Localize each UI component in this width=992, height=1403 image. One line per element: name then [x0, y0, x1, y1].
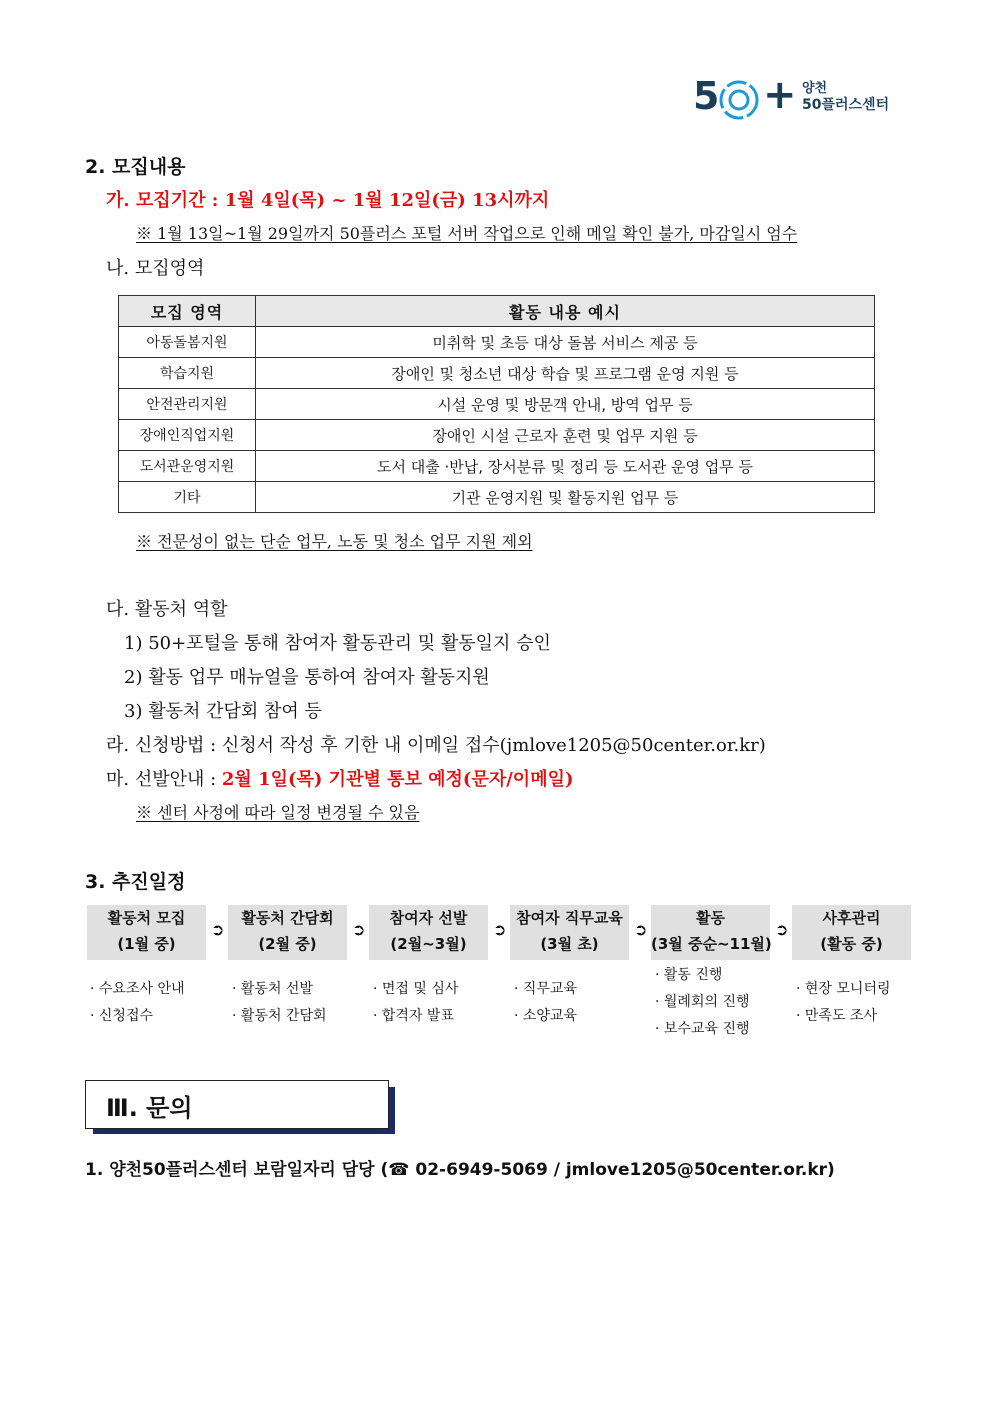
logo-text-line1: 양천 [802, 81, 828, 96]
list-item: · 보수교육 진행 [655, 1021, 750, 1037]
host-role-item: 2) 활동 업무 매뉴얼을 통하여 참여자 활동지원 [124, 667, 490, 688]
list-item: · 수요조사 안내 [90, 981, 185, 997]
list-item: · 신청접수 [90, 1008, 153, 1024]
table-row [119, 482, 875, 513]
list-item: · 활동 진행 [655, 967, 723, 983]
list-item: · 만족도 조사 [796, 1008, 877, 1024]
step-period: (1월 중) [117, 935, 176, 953]
section3-title: 3. 추진일정 [85, 871, 186, 893]
step-period: (3월 중순~11월) [651, 935, 772, 953]
step-title: 활동 [696, 909, 725, 927]
step-detail-list [90, 976, 185, 1030]
logo-text-line2: 50플러스센터 [802, 97, 890, 113]
step-detail-list [514, 976, 577, 1030]
list-item: · 직무교육 [514, 981, 577, 997]
schedule-step-box [228, 905, 347, 960]
host-role-heading: 다. 활동처 역할 [106, 599, 228, 620]
recruit-period-note: ※ 1월 13일~1월 29일까지 50플러스 포털 서버 작업으로 인해 메일 확인 불가, 마감일시 엄수 [136, 224, 798, 243]
step-detail-list [373, 976, 458, 1030]
center-logo [693, 74, 893, 124]
table-cell-activity: 도서 대출 ·반납, 장서분류 및 정리 등 도서관 운영 업무 등 [256, 451, 875, 482]
contact-label: 1. 양천50플러스센터 보람일자리 담당 ( [85, 1160, 389, 1180]
table-cell-area: 학습지원 [119, 358, 256, 389]
contact-line [85, 1155, 835, 1180]
list-item: · 면접 및 심사 [373, 981, 459, 997]
section-title-box [85, 1080, 389, 1129]
selection-notice-label: 마. 선발안내 : [106, 769, 222, 790]
host-role-item: 1) 50+포털을 통해 참여자 활동관리 및 활동일지 승인 [124, 633, 551, 654]
schedule-step-box [87, 905, 206, 960]
schedule-step-box [792, 905, 911, 960]
step-title: 활동처 간담회 [241, 909, 334, 927]
step-detail-list [232, 976, 327, 1030]
schedule-step-box [510, 905, 629, 960]
table-row [119, 451, 875, 482]
table-cell-activity: 시설 운영 및 방문객 안내, 방역 업무 등 [256, 389, 875, 420]
selection-notice [106, 765, 573, 791]
table-header-area: 모집 영역 [119, 296, 256, 327]
arrow-right-icon: ➲ [493, 920, 507, 939]
step-detail-list [796, 976, 891, 1030]
list-item: · 현장 모니터링 [796, 981, 891, 997]
schedule-step-box [369, 905, 488, 960]
table-header-activity: 활동 내용 예시 [256, 296, 875, 327]
apply-method: 라. 신청방법 : 신청서 작성 후 기한 내 이메일 접수(jmlove1205@50center.or.kr) [106, 735, 766, 756]
table-row [119, 389, 875, 420]
contact-info: 02-6949-5069 / jmlove1205@50center.or.kr) [409, 1160, 835, 1180]
step-period: (2월 중) [258, 935, 317, 953]
logo-number: 5 [693, 74, 720, 118]
phone-icon: ☎ [388, 1160, 410, 1180]
list-item: · 활동처 선발 [232, 981, 313, 997]
host-role-item: 3) 활동처 간담회 참여 등 [124, 701, 322, 722]
logo-ring-icon [717, 78, 761, 122]
list-item: · 활동처 간담회 [232, 1008, 327, 1024]
step-period: (활동 중) [820, 935, 883, 953]
list-item: · 합격자 발표 [373, 1008, 454, 1024]
section-iii-title: Ⅲ. 문의 [106, 1094, 193, 1122]
step-detail-list [655, 962, 750, 1043]
recruit-area-table [118, 295, 875, 513]
step-period: (3월 초) [540, 935, 599, 953]
table-row [119, 327, 875, 358]
table-row [119, 358, 875, 389]
table-cell-activity: 기관 운영지원 및 활동지원 업무 등 [256, 482, 875, 513]
table-cell-activity: 장애인 시설 근로자 훈련 및 업무 지원 등 [256, 420, 875, 451]
logo-plus: + [763, 72, 797, 118]
list-item: · 소양교육 [514, 1008, 577, 1024]
step-title: 활동처 모집 [107, 909, 186, 927]
arrow-right-icon: ➲ [211, 920, 225, 939]
table-header-row [119, 296, 875, 327]
table-cell-activity: 장애인 및 청소년 대상 학습 및 프로그램 운영 지원 등 [256, 358, 875, 389]
arrow-right-icon: ➲ [352, 920, 366, 939]
schedule-step-box [651, 905, 770, 960]
arrow-right-icon: ➲ [634, 920, 648, 939]
list-item: · 월례회의 진행 [655, 994, 750, 1010]
recruit-area-note: ※ 전문성이 없는 단순 업무, 노동 및 청소 업무 지원 제외 [136, 532, 533, 551]
selection-notice-date: 2월 1일(목) 기관별 통보 예정(문자/이메일) [221, 769, 574, 790]
arrow-right-icon: ➲ [775, 920, 789, 939]
table-cell-area: 아동돌봄지원 [119, 327, 256, 358]
table-cell-area: 장애인직업지원 [119, 420, 256, 451]
table-cell-area: 도서관운영지원 [119, 451, 256, 482]
step-title: 참여자 직무교육 [516, 909, 623, 927]
table-row [119, 420, 875, 451]
section2-title: 2. 모집내용 [85, 156, 186, 178]
recruit-area-heading: 나. 모집영역 [106, 258, 205, 279]
table-cell-activity: 미취학 및 초등 대상 돌봄 서비스 제공 등 [256, 327, 875, 358]
step-title: 참여자 선발 [389, 909, 468, 927]
table-cell-area: 안전관리지원 [119, 389, 256, 420]
schedule-change-note: ※ 센터 사정에 따라 일정 변경될 수 있음 [136, 803, 420, 822]
step-title: 사후관리 [822, 909, 881, 927]
recruit-period: 가. 모집기간 : 1월 4일(목) ~ 1월 12일(금) 13시까지 [106, 190, 550, 211]
step-period: (2월~3월) [390, 935, 467, 953]
table-cell-area: 기타 [119, 482, 256, 513]
